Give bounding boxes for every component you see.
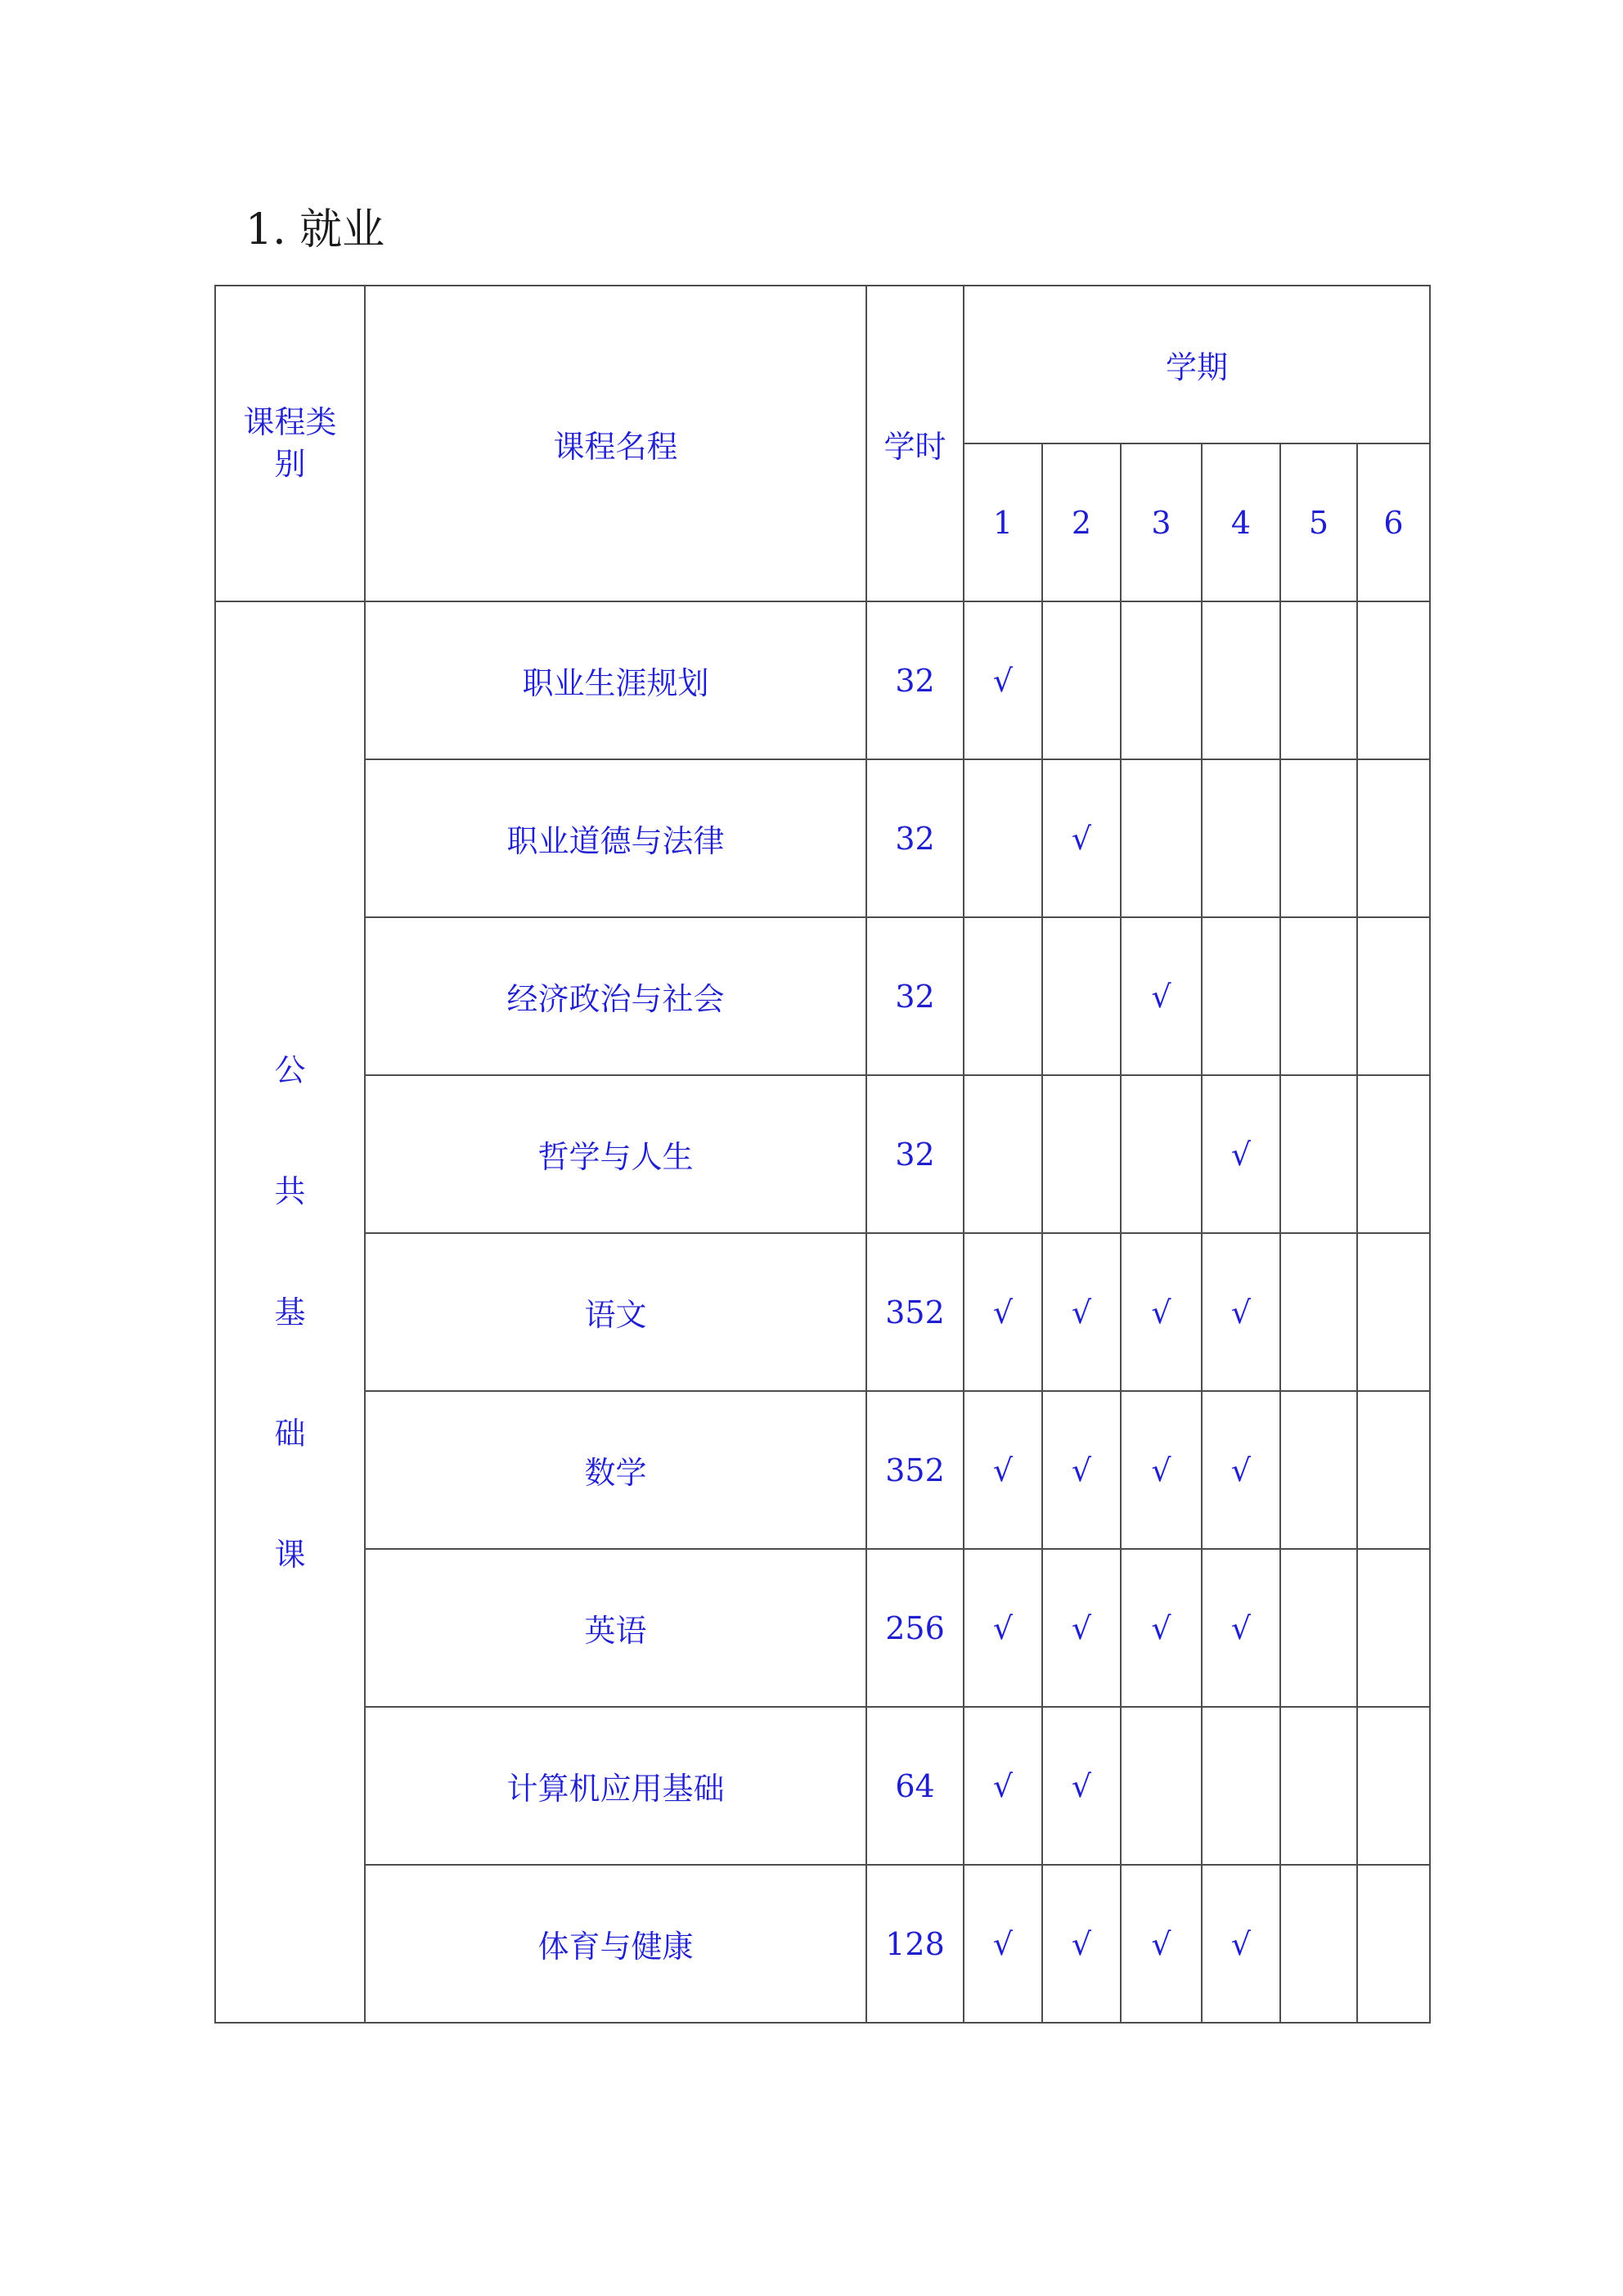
semester-2-mark: √ bbox=[1042, 759, 1121, 917]
semester-3-mark: √ bbox=[1121, 917, 1202, 1075]
semester-4-mark: √ bbox=[1202, 1865, 1280, 2023]
semester-5-mark bbox=[1280, 1707, 1357, 1865]
course-name: 数学 bbox=[365, 1391, 866, 1549]
semester-5-mark bbox=[1280, 1549, 1357, 1707]
semester-5-mark bbox=[1280, 1075, 1357, 1233]
course-name: 经济政治与社会 bbox=[365, 917, 866, 1075]
semester-3-mark: √ bbox=[1121, 1233, 1202, 1391]
category-char: 基 bbox=[274, 1294, 306, 1330]
semester-6-mark bbox=[1357, 1707, 1430, 1865]
table-row bbox=[215, 601, 1430, 759]
semester-1-mark: √ bbox=[964, 601, 1042, 759]
table-row bbox=[215, 1865, 1430, 2023]
header-semester-5: 5 bbox=[1280, 443, 1357, 601]
semester-3-mark: √ bbox=[1121, 1549, 1202, 1707]
table-row bbox=[215, 1233, 1430, 1391]
course-hours: 32 bbox=[866, 759, 964, 917]
semester-4-mark: √ bbox=[1202, 1075, 1280, 1233]
semester-5-mark bbox=[1280, 1391, 1357, 1549]
semester-2-mark bbox=[1042, 917, 1121, 1075]
table-row bbox=[215, 1707, 1430, 1865]
semester-4-mark bbox=[1202, 759, 1280, 917]
header-semester-1: 1 bbox=[964, 443, 1042, 601]
section-heading: 1. 就业 bbox=[245, 205, 385, 254]
semester-3-mark: √ bbox=[1121, 1865, 1202, 2023]
table-row bbox=[215, 759, 1430, 917]
header-row-top bbox=[215, 286, 1430, 443]
semester-2-mark bbox=[1042, 1075, 1121, 1233]
course-hours: 256 bbox=[866, 1549, 964, 1707]
course-hours: 128 bbox=[866, 1865, 964, 2023]
category-char: 课 bbox=[274, 1536, 306, 1573]
semester-5-mark bbox=[1280, 1233, 1357, 1391]
category-char: 共 bbox=[274, 1173, 306, 1209]
semester-6-mark bbox=[1357, 917, 1430, 1075]
semester-5-mark bbox=[1280, 601, 1357, 759]
semester-3-mark bbox=[1121, 1075, 1202, 1233]
semester-4-mark: √ bbox=[1202, 1391, 1280, 1549]
semester-1-mark: √ bbox=[964, 1549, 1042, 1707]
semester-3-mark bbox=[1121, 759, 1202, 917]
semester-2-mark: √ bbox=[1042, 1549, 1121, 1707]
semester-4-mark: √ bbox=[1202, 1549, 1280, 1707]
semester-4-mark: √ bbox=[1202, 1233, 1280, 1391]
semester-4-mark bbox=[1202, 917, 1280, 1075]
semester-6-mark bbox=[1357, 1233, 1430, 1391]
semester-4-mark bbox=[1202, 601, 1280, 759]
course-hours: 352 bbox=[866, 1391, 964, 1549]
header-semester: 学期 bbox=[964, 286, 1430, 443]
semester-5-mark bbox=[1280, 759, 1357, 917]
course-hours: 32 bbox=[866, 1075, 964, 1233]
category-char: 公 bbox=[274, 1051, 306, 1088]
semester-2-mark: √ bbox=[1042, 1707, 1121, 1865]
semester-6-mark bbox=[1357, 1391, 1430, 1549]
semester-3-mark bbox=[1121, 601, 1202, 759]
semester-2-mark: √ bbox=[1042, 1865, 1121, 2023]
header-category-label: 课程类别 bbox=[243, 403, 337, 482]
semester-2-mark: √ bbox=[1042, 1391, 1121, 1549]
table-row bbox=[215, 1549, 1430, 1707]
header-semester-4: 4 bbox=[1202, 443, 1280, 601]
semester-4-mark bbox=[1202, 1707, 1280, 1865]
semester-5-mark bbox=[1280, 1865, 1357, 2023]
course-hours: 32 bbox=[866, 601, 964, 759]
course-hours: 32 bbox=[866, 917, 964, 1075]
semester-2-mark: √ bbox=[1042, 1233, 1121, 1391]
semester-2-mark bbox=[1042, 601, 1121, 759]
header-semester-6: 6 bbox=[1357, 443, 1430, 601]
header-semester-2: 2 bbox=[1042, 443, 1121, 601]
table-row bbox=[215, 917, 1430, 1075]
semester-1-mark bbox=[964, 1075, 1042, 1233]
course-name: 职业生涯规划 bbox=[365, 601, 866, 759]
table-row bbox=[215, 1391, 1430, 1549]
header-semester-3: 3 bbox=[1121, 443, 1202, 601]
semester-3-mark: √ bbox=[1121, 1391, 1202, 1549]
header-course-name: 课程名程 bbox=[365, 286, 866, 601]
course-hours: 64 bbox=[866, 1707, 964, 1865]
course-name: 语文 bbox=[365, 1233, 866, 1391]
course-name: 英语 bbox=[365, 1549, 866, 1707]
category-public-basic bbox=[215, 601, 365, 2023]
table-row bbox=[215, 1075, 1430, 1233]
semester-6-mark bbox=[1357, 1549, 1430, 1707]
semester-6-mark bbox=[1357, 759, 1430, 917]
header-hours: 学时 bbox=[866, 286, 964, 601]
category-char: 础 bbox=[274, 1415, 306, 1452]
course-name: 计算机应用基础 bbox=[365, 1707, 866, 1865]
category-public-basic-label bbox=[266, 1010, 315, 1615]
course-name: 哲学与人生 bbox=[365, 1075, 866, 1233]
course-name: 体育与健康 bbox=[365, 1865, 866, 2023]
course-name: 职业道德与法律 bbox=[365, 759, 866, 917]
semester-6-mark bbox=[1357, 601, 1430, 759]
semester-1-mark: √ bbox=[964, 1233, 1042, 1391]
header-category bbox=[215, 286, 365, 601]
semester-5-mark bbox=[1280, 917, 1357, 1075]
semester-6-mark bbox=[1357, 1075, 1430, 1233]
semester-3-mark bbox=[1121, 1707, 1202, 1865]
semester-1-mark bbox=[964, 917, 1042, 1075]
course-hours: 352 bbox=[866, 1233, 964, 1391]
semester-1-mark bbox=[964, 759, 1042, 917]
semester-1-mark: √ bbox=[964, 1865, 1042, 2023]
curriculum-table bbox=[214, 285, 1431, 2024]
semester-1-mark: √ bbox=[964, 1707, 1042, 1865]
semester-1-mark: √ bbox=[964, 1391, 1042, 1549]
semester-6-mark bbox=[1357, 1865, 1430, 2023]
